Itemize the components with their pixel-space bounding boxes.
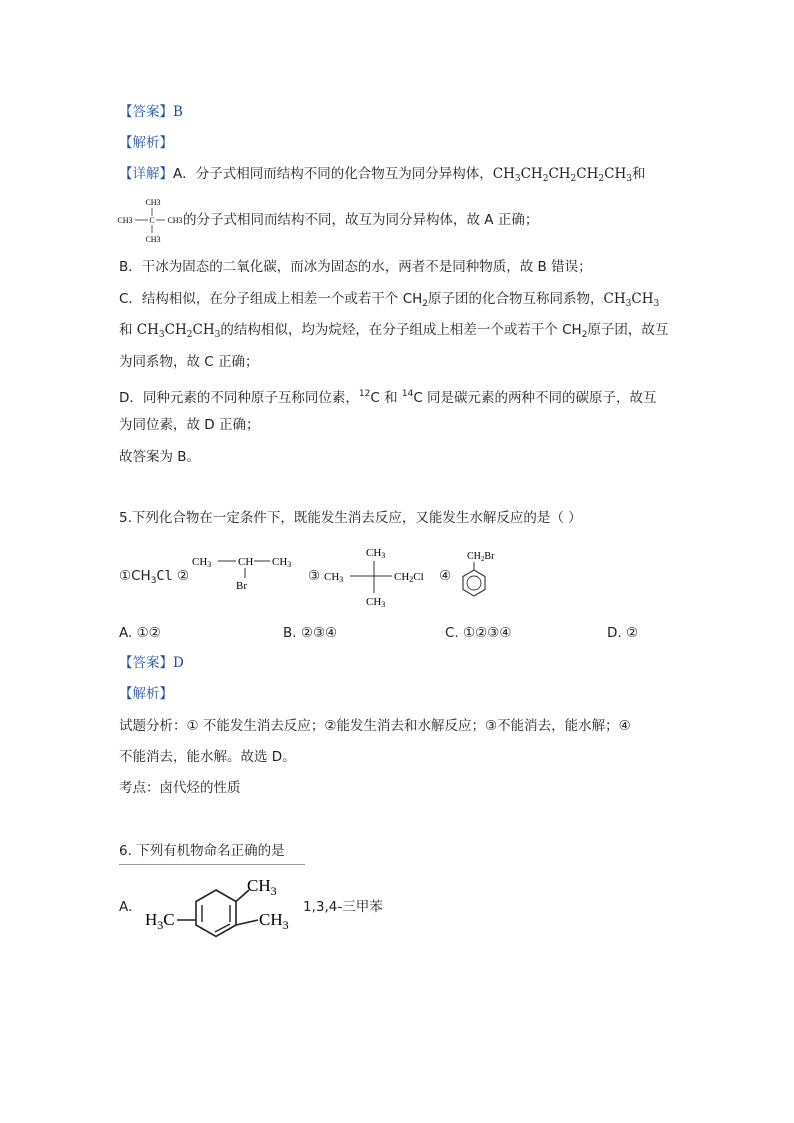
- ch2br: $CH_2Br$: [467, 551, 495, 563]
- ch3-top: CH3: [145, 198, 161, 207]
- q6-question: 6. 下列有机物命名正确的是: [119, 843, 285, 859]
- neopentane-structure: [119, 196, 185, 246]
- pentane-formula: $CH_3CH_2CH_2CH_2CH_3$: [492, 166, 632, 184]
- q5-option-c: C. ①②③④: [445, 625, 512, 641]
- q4-analysis-tag: 【解析】: [119, 135, 173, 151]
- ch3-left: CH3: [324, 571, 344, 584]
- answer-value: D: [173, 655, 184, 671]
- q5-item4-label: ④: [439, 568, 452, 584]
- q5-analysis-line1: 试题分析：① 不能发生消去反应；②能发生消去和水解反应；③不能消去，能水解；④: [119, 718, 631, 734]
- ch3-left: CH3: [192, 556, 212, 569]
- q4-answer-line: [119, 102, 183, 122]
- q5-structure-3: [322, 543, 434, 609]
- q5-question: 5.下列化合物在一定条件下，既能发生消去反应，又能发生水解反应的是（ ）: [119, 510, 582, 526]
- q5-answer-line: [119, 653, 184, 673]
- ch3-top: $CH_3$: [247, 876, 277, 898]
- ch3-bottom: CH3: [145, 235, 161, 244]
- q6-structure-a: [143, 868, 301, 948]
- q5-item3-label: ③: [308, 568, 321, 584]
- ch-center: CH: [238, 556, 254, 568]
- c-center: C: [149, 216, 155, 225]
- q4-option-a-line1: 【详解】A．分子式相同而结构不同的化合物互为同分异构体，$CH_3CH_2CH_2CH_2CH_3$和: [119, 166, 646, 184]
- detail-tag: 【详解】: [119, 166, 173, 182]
- q5-option-d: D. ②: [607, 625, 639, 641]
- answer-tag: 【答案】: [119, 104, 173, 120]
- q5-analysis-line2: 不能消去，能水解。故选 D。: [119, 749, 296, 765]
- answer-tag: 【答案】: [119, 655, 173, 671]
- ch3-bottom: CH3: [366, 596, 386, 609]
- q4-option-c-line2: 和 $CH_3CH_2CH_3$的结构相似，均为烷烃，在分子组成上相差一个或若干个 $CH_2$原子团，故互: [119, 322, 669, 340]
- q5-analysis-tag: 【解析】: [119, 686, 173, 702]
- ch2cl: CH2Cl: [394, 571, 424, 584]
- q4-option-a-line2: 的分子式相同而结构不同，故互为同分异构体，故 A 正确；: [183, 212, 539, 228]
- q4-option-c-line3: 为同系物，故 C 正确；: [119, 354, 259, 370]
- answer-value: B: [173, 104, 183, 120]
- q6-option-a-label: A.: [119, 899, 133, 915]
- q5-option-a: A. ①②: [119, 625, 161, 641]
- q4-option-c-line1: C．结构相似，在分子组成上相差一个或若干个 $CH_2$原子团的化合物互称同系物，$CH_3CH_3$: [119, 291, 660, 309]
- q5-structure-4: [455, 546, 525, 606]
- q4-option-d-line1: D．同种元素的不同种原子互称同位素，$^{12}$C 和 $^{14}$C 同是碳元素的两种不同的碳原子，故互: [119, 389, 657, 406]
- ch3-right: CH3: [272, 556, 292, 569]
- q5-option-b: B. ②③④: [283, 625, 338, 641]
- q4-option-d-line2: 为同位素，故 D 正确；: [119, 417, 260, 433]
- q4-option-b: B．干冰为固态的二氧化碳，而冰为固态的水，两者不是同种物质，故 B 错误；: [119, 259, 592, 275]
- q5-item1: $①CH_3Cl$ ②: [119, 568, 190, 586]
- ch3-top: CH3: [366, 547, 386, 560]
- q5-structure-2: [190, 550, 302, 594]
- q5-kaodian: 考点：卤代烃的性质: [119, 780, 241, 796]
- br-substituent: Br: [236, 580, 247, 592]
- q6-divider: [119, 864, 305, 865]
- q6-option-a-name: 1,3,4-三甲苯: [303, 899, 383, 915]
- ch3-right: $CH_3$: [259, 910, 289, 932]
- h3c-left: $H_3C$: [145, 910, 175, 932]
- ch3-right: CH3: [167, 216, 183, 225]
- ch3-left: CH3: [117, 216, 133, 225]
- q4-conclusion: 故答案为 B。: [119, 449, 201, 465]
